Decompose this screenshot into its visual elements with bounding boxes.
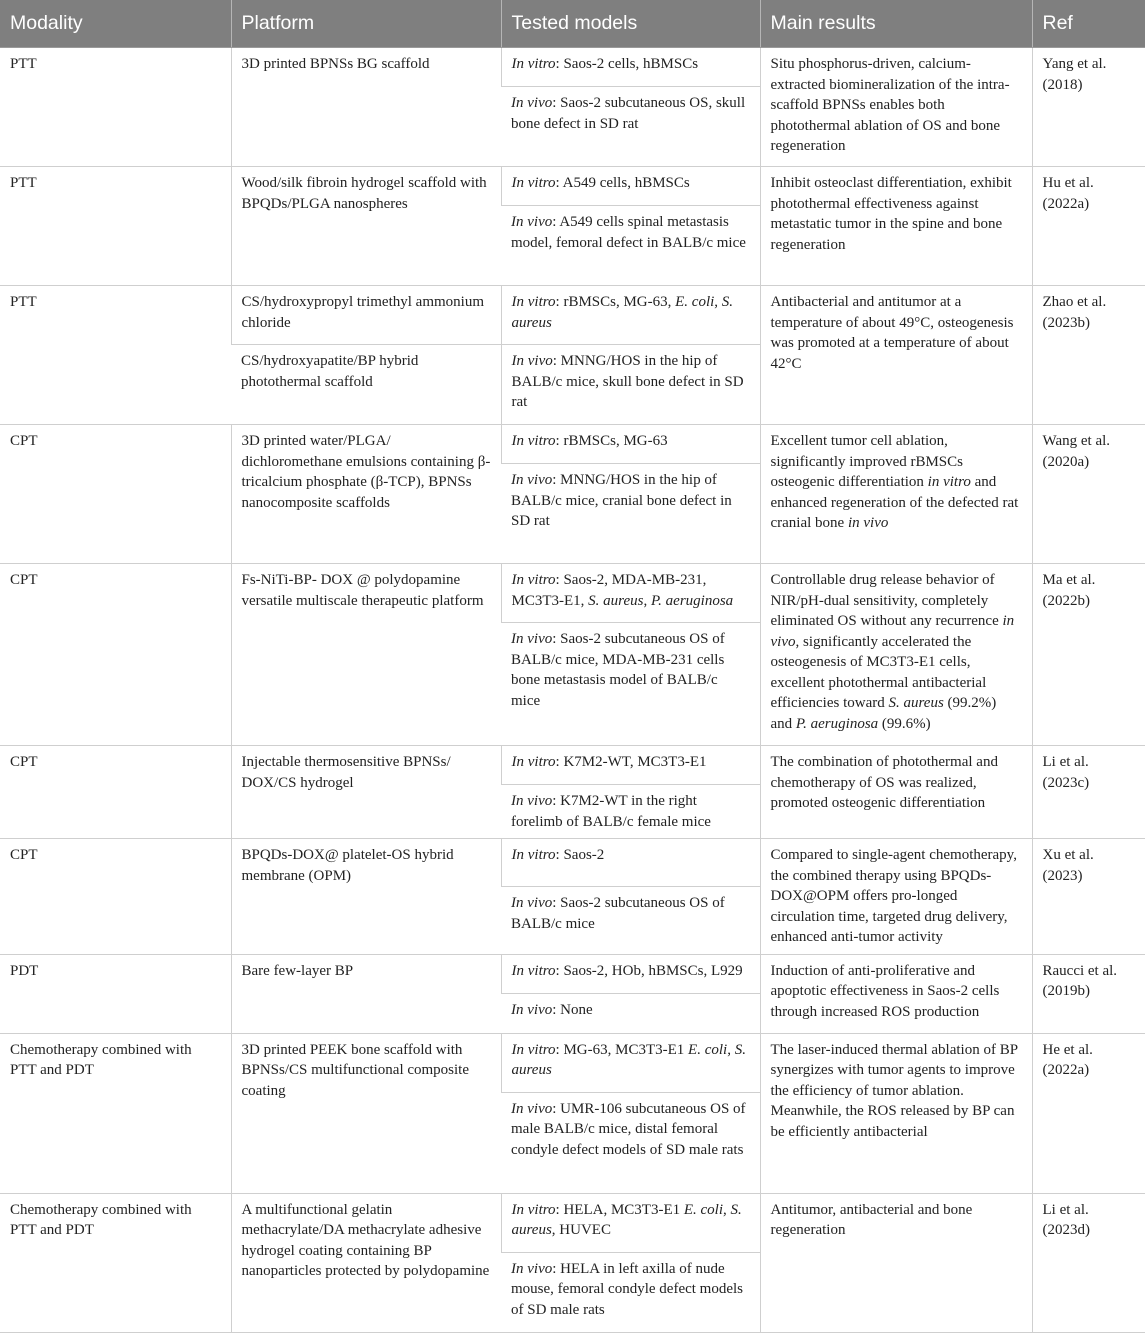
- platform-cell: 3D printed BPNSs BG scaffold: [231, 48, 501, 167]
- italic-text: In vitro: [511, 433, 556, 449]
- in-vivo-cell: [501, 464, 760, 564]
- in-vitro-cell: [501, 839, 760, 887]
- italic-text: S. aureus: [511, 1201, 742, 1238]
- text-run: : MNNG/HOS in the hip of BALB/c mice, cranial bone defect in SD rat: [511, 472, 732, 529]
- in-vivo-cell: [501, 993, 760, 1033]
- text-run: : Saos-2 subcutaneous OS of BALB/c mice: [511, 895, 725, 932]
- text-run: The combination of photothermal and chemotherapy of OS was realized, promoted osteogenic differentiation: [770, 754, 998, 811]
- text-run: : K7M2-WT in the right forelimb of BALB/c female mice: [511, 793, 711, 830]
- italic-text: P. aeruginosa: [795, 715, 879, 732]
- table-row: [0, 167, 1145, 206]
- table-row: [0, 286, 1145, 345]
- modality-cell: PTT: [0, 286, 231, 425]
- italic-text: In vitro: [511, 1041, 556, 1058]
- table-row: [0, 746, 1145, 785]
- text-run: : None: [552, 1001, 593, 1018]
- table-row: [0, 425, 1145, 464]
- in-vitro-cell: [501, 746, 760, 785]
- platform-cell: Bare few-layer BP: [231, 954, 501, 1033]
- text-run: : K7M2-WT, MC3T3-E1: [555, 754, 707, 770]
- text-run: (99.6%): [878, 715, 931, 732]
- ref-cell: Li et al. (2023d): [1032, 1193, 1145, 1332]
- platform-cell-secondary: CS/hydroxyapatite/BP hybrid photothermal scaffold: [231, 345, 501, 425]
- italic-text: E. coli: [683, 1201, 724, 1218]
- platform-cell: 3D printed PEEK bone scaffold with BPNSs/CS multifunctional composite coating: [231, 1033, 501, 1193]
- platform-cell: BPQDs-DOX@ platelet-OS hybrid membrane (OPM): [231, 839, 501, 955]
- text-run: ,: [714, 294, 722, 310]
- text-run: : UMR-106 subcutaneous OS of male BALB/c mice, distal femoral condyle defect models of SD male rats: [511, 1100, 746, 1158]
- ref-cell: Hu et al. (2022a): [1032, 167, 1145, 286]
- main-results-cell: [760, 746, 1032, 839]
- in-vivo-cell: [501, 1092, 760, 1193]
- table-row: [0, 564, 1145, 623]
- in-vitro-cell: [501, 1033, 760, 1092]
- in-vivo-cell: [501, 87, 760, 167]
- text-run: (99.2%) and: [770, 695, 997, 732]
- text-run: : Saos-2 subcutaneous OS, skull bone defect in SD rat: [511, 95, 746, 132]
- text-run: ,: [723, 1201, 731, 1218]
- italic-text: In vivo: [511, 353, 553, 369]
- italic-text: In vivo: [511, 214, 553, 230]
- text-run: Compared to single-agent chemotherapy, the combined therapy using BPQDs-DOX@OPM offers pro-longed circulation time, targeted drug delivery, enhanced anti-tumor activity: [770, 847, 1017, 945]
- modality-cell: Chemotherapy combined with PTT and PDT: [0, 1193, 231, 1332]
- text-run: , significantly accelerated the osteogenesis of MC3T3-E1 cells, excellent photothermal antibacterial efficiencies toward: [770, 633, 987, 711]
- text-run: Situ phosphorus-driven, calcium-extracted biomineralization of the intra-scaffold BPNSs enables both photothermal ablation of OS and bone regeneration: [770, 56, 1010, 154]
- modality-cell: PTT: [0, 167, 231, 286]
- italic-text: In vitro: [511, 1201, 556, 1218]
- table-header: [0, 0, 1145, 48]
- ref-cell: Wang et al. (2020a): [1032, 425, 1145, 564]
- text-run: and enhanced regeneration of the defected rat cranial bone: [770, 474, 1019, 531]
- italic-text: S. aureus: [588, 592, 644, 609]
- italic-text: in vitro: [927, 474, 971, 490]
- in-vitro-cell: [501, 954, 760, 993]
- italic-text: P. aeruginosa: [650, 592, 734, 609]
- platform-cell: Fs-NiTi-BP- DOX @ polydopamine versatile multiscale therapeutic platform: [231, 564, 501, 746]
- italic-text: In vivo: [511, 1001, 553, 1018]
- italic-text: In vivo: [511, 472, 553, 488]
- ref-cell: Raucci et al. (2019b): [1032, 954, 1145, 1033]
- italic-text: in vivo: [770, 613, 1015, 650]
- italic-text: In vitro: [511, 754, 556, 770]
- platform-cell: CS/hydroxypropyl trimethyl ammonium chloride: [231, 286, 501, 345]
- italic-text: In vivo: [511, 793, 553, 809]
- italic-text: S. aureus: [511, 1041, 746, 1078]
- table-row: [0, 954, 1145, 993]
- main-results-cell: [760, 1193, 1032, 1332]
- italic-text: In vivo: [511, 1100, 553, 1117]
- text-run: : HELA in left axilla of nude mouse, femoral condyle defect models of SD male rats: [511, 1260, 744, 1318]
- italic-text: In vivo: [511, 631, 553, 647]
- modality-cell: CPT: [0, 425, 231, 564]
- italic-text: In vitro: [511, 847, 556, 863]
- table-row: [0, 1033, 1145, 1092]
- text-run: , HUVEC: [551, 1222, 611, 1238]
- ref-cell: He et al. (2022a): [1032, 1033, 1145, 1193]
- in-vitro-cell: [501, 286, 760, 345]
- text-run: Induction of anti-proliferative and apoptotic effectiveness in Saos-2 cells through increased ROS production: [770, 962, 1000, 1020]
- italic-text: S. aureus: [888, 695, 944, 711]
- in-vitro-cell: [501, 1193, 760, 1252]
- in-vivo-cell: [501, 623, 760, 746]
- modality-cell: CPT: [0, 746, 231, 839]
- table-row: [0, 1193, 1145, 1252]
- italic-text: S. aureus: [511, 294, 734, 331]
- text-run: : rBMSCs, MG-63,: [555, 294, 676, 310]
- platform-cell: Wood/silk fibroin hydrogel scaffold with BPQDs/PLGA nanospheres: [231, 167, 501, 286]
- ref-cell: Zhao et al. (2023b): [1032, 286, 1145, 425]
- in-vivo-cell: [501, 206, 760, 286]
- platform-cell: 3D printed water/PLGA/ dichloromethane emulsions containing β-tricalcium phosphate (β-TCP), BPNSs nanocomposite scaffolds: [231, 425, 501, 564]
- ref-cell: Xu et al. (2023): [1032, 839, 1145, 955]
- text-run: : A549 cells, hBMSCs: [555, 175, 690, 191]
- modality-cell: PDT: [0, 954, 231, 1033]
- text-run: Antibacterial and antitumor at a temperature of about 49°C, osteogenesis was promoted at a temperature of about 42°C: [770, 294, 1014, 372]
- text-run: Controllable drug release behavior of NIR/pH-dual sensitivity, completely eliminated OS without any recurrence: [770, 572, 1003, 629]
- main-results-cell: [760, 286, 1032, 425]
- italic-text: In vitro: [511, 962, 556, 979]
- modality-cell: PTT: [0, 48, 231, 167]
- text-run: ,: [727, 1041, 735, 1058]
- text-run: : HELA, MC3T3-E1: [555, 1201, 684, 1218]
- in-vitro-cell: [501, 167, 760, 206]
- italic-text: In vitro: [511, 56, 556, 72]
- ref-cell: Ma et al. (2022b): [1032, 564, 1145, 746]
- text-run: Antitumor, antibacterial and bone regeneration: [770, 1201, 973, 1238]
- text-run: : MNNG/HOS in the hip of BALB/c mice, skull bone defect in SD rat: [511, 353, 744, 410]
- header-main-results: Main results: [760, 0, 1032, 48]
- modality-cell: CPT: [0, 839, 231, 955]
- platform-cell: Injectable thermosensitive BPNSs/ DOX/CS hydrogel: [231, 746, 501, 839]
- ref-cell: Yang et al. (2018): [1032, 48, 1145, 167]
- platform-cell: A multifunctional gelatin methacrylate/DA methacrylate adhesive hydrogel coating containing BP nanoparticles protected by polydopamine: [231, 1193, 501, 1332]
- text-run: : rBMSCs, MG-63: [555, 433, 668, 449]
- main-results-cell: [760, 48, 1032, 167]
- main-results-cell: [760, 564, 1032, 746]
- italic-text: In vivo: [511, 895, 553, 912]
- text-run: The laser-induced thermal ablation of BP synergizes with tumor agents to improve the efficiency of tumor ablation. Meanwhile, the ROS released by BP can be efficiently antibacterial: [770, 1041, 1018, 1140]
- in-vivo-cell: [501, 785, 760, 839]
- italic-text: In vivo: [511, 95, 553, 111]
- italic-text: In vitro: [511, 572, 556, 588]
- table-body: [0, 48, 1145, 1333]
- main-results-cell: [760, 1033, 1032, 1193]
- in-vitro-cell: [501, 564, 760, 623]
- italic-text: in vivo: [847, 515, 889, 531]
- ref-cell: Li et al. (2023c): [1032, 746, 1145, 839]
- table-row: [0, 839, 1145, 887]
- text-run: : Saos-2, MDA-MB-231, MC3T3-E1,: [511, 572, 707, 609]
- in-vivo-cell: [501, 887, 760, 954]
- header-modality: Modality: [0, 0, 231, 48]
- header-tested-models: Tested models: [501, 0, 760, 48]
- in-vivo-cell: [501, 1252, 760, 1332]
- text-run: : Saos-2: [555, 847, 605, 863]
- text-run: : Saos-2 cells, hBMSCs: [555, 56, 699, 72]
- table-row: [0, 48, 1145, 87]
- italic-text: In vitro: [511, 175, 556, 191]
- italic-text: E. coli: [688, 1041, 728, 1058]
- main-results-cell: [760, 954, 1032, 1033]
- text-run: Inhibit osteoclast differentiation, exhibit photothermal effectiveness against metastatic tumor in the spine and bone regeneration: [770, 175, 1012, 253]
- header-ref: Ref: [1032, 0, 1145, 48]
- main-results-cell: [760, 167, 1032, 286]
- modality-cell: CPT: [0, 564, 231, 746]
- text-run: : MG-63, MC3T3-E1: [555, 1041, 689, 1058]
- header-row: [0, 0, 1145, 48]
- main-results-cell: [760, 425, 1032, 564]
- header-platform: Platform: [231, 0, 501, 48]
- text-run: Excellent tumor cell ablation, significantly improved rBMSCs osteogenic differentiation: [770, 433, 963, 490]
- text-run: : Saos-2 subcutaneous OS of BALB/c mice, MDA-MB-231 cells bone metastasis model of BALB/c mice: [511, 631, 725, 709]
- in-vivo-cell: [501, 345, 760, 425]
- text-run: ,: [643, 592, 651, 609]
- text-run: : A549 cells spinal metastasis model, femoral defect in BALB/c mice: [511, 214, 746, 251]
- modality-cell: Chemotherapy combined with PTT and PDT: [0, 1033, 231, 1193]
- in-vitro-cell: [501, 48, 760, 87]
- italic-text: In vitro: [511, 294, 556, 310]
- italic-text: In vivo: [511, 1260, 553, 1277]
- main-results-cell: [760, 839, 1032, 955]
- in-vitro-cell: [501, 425, 760, 464]
- italic-text: E. coli: [675, 294, 715, 310]
- text-run: : Saos-2, HOb, hBMSCs, L929: [555, 962, 743, 979]
